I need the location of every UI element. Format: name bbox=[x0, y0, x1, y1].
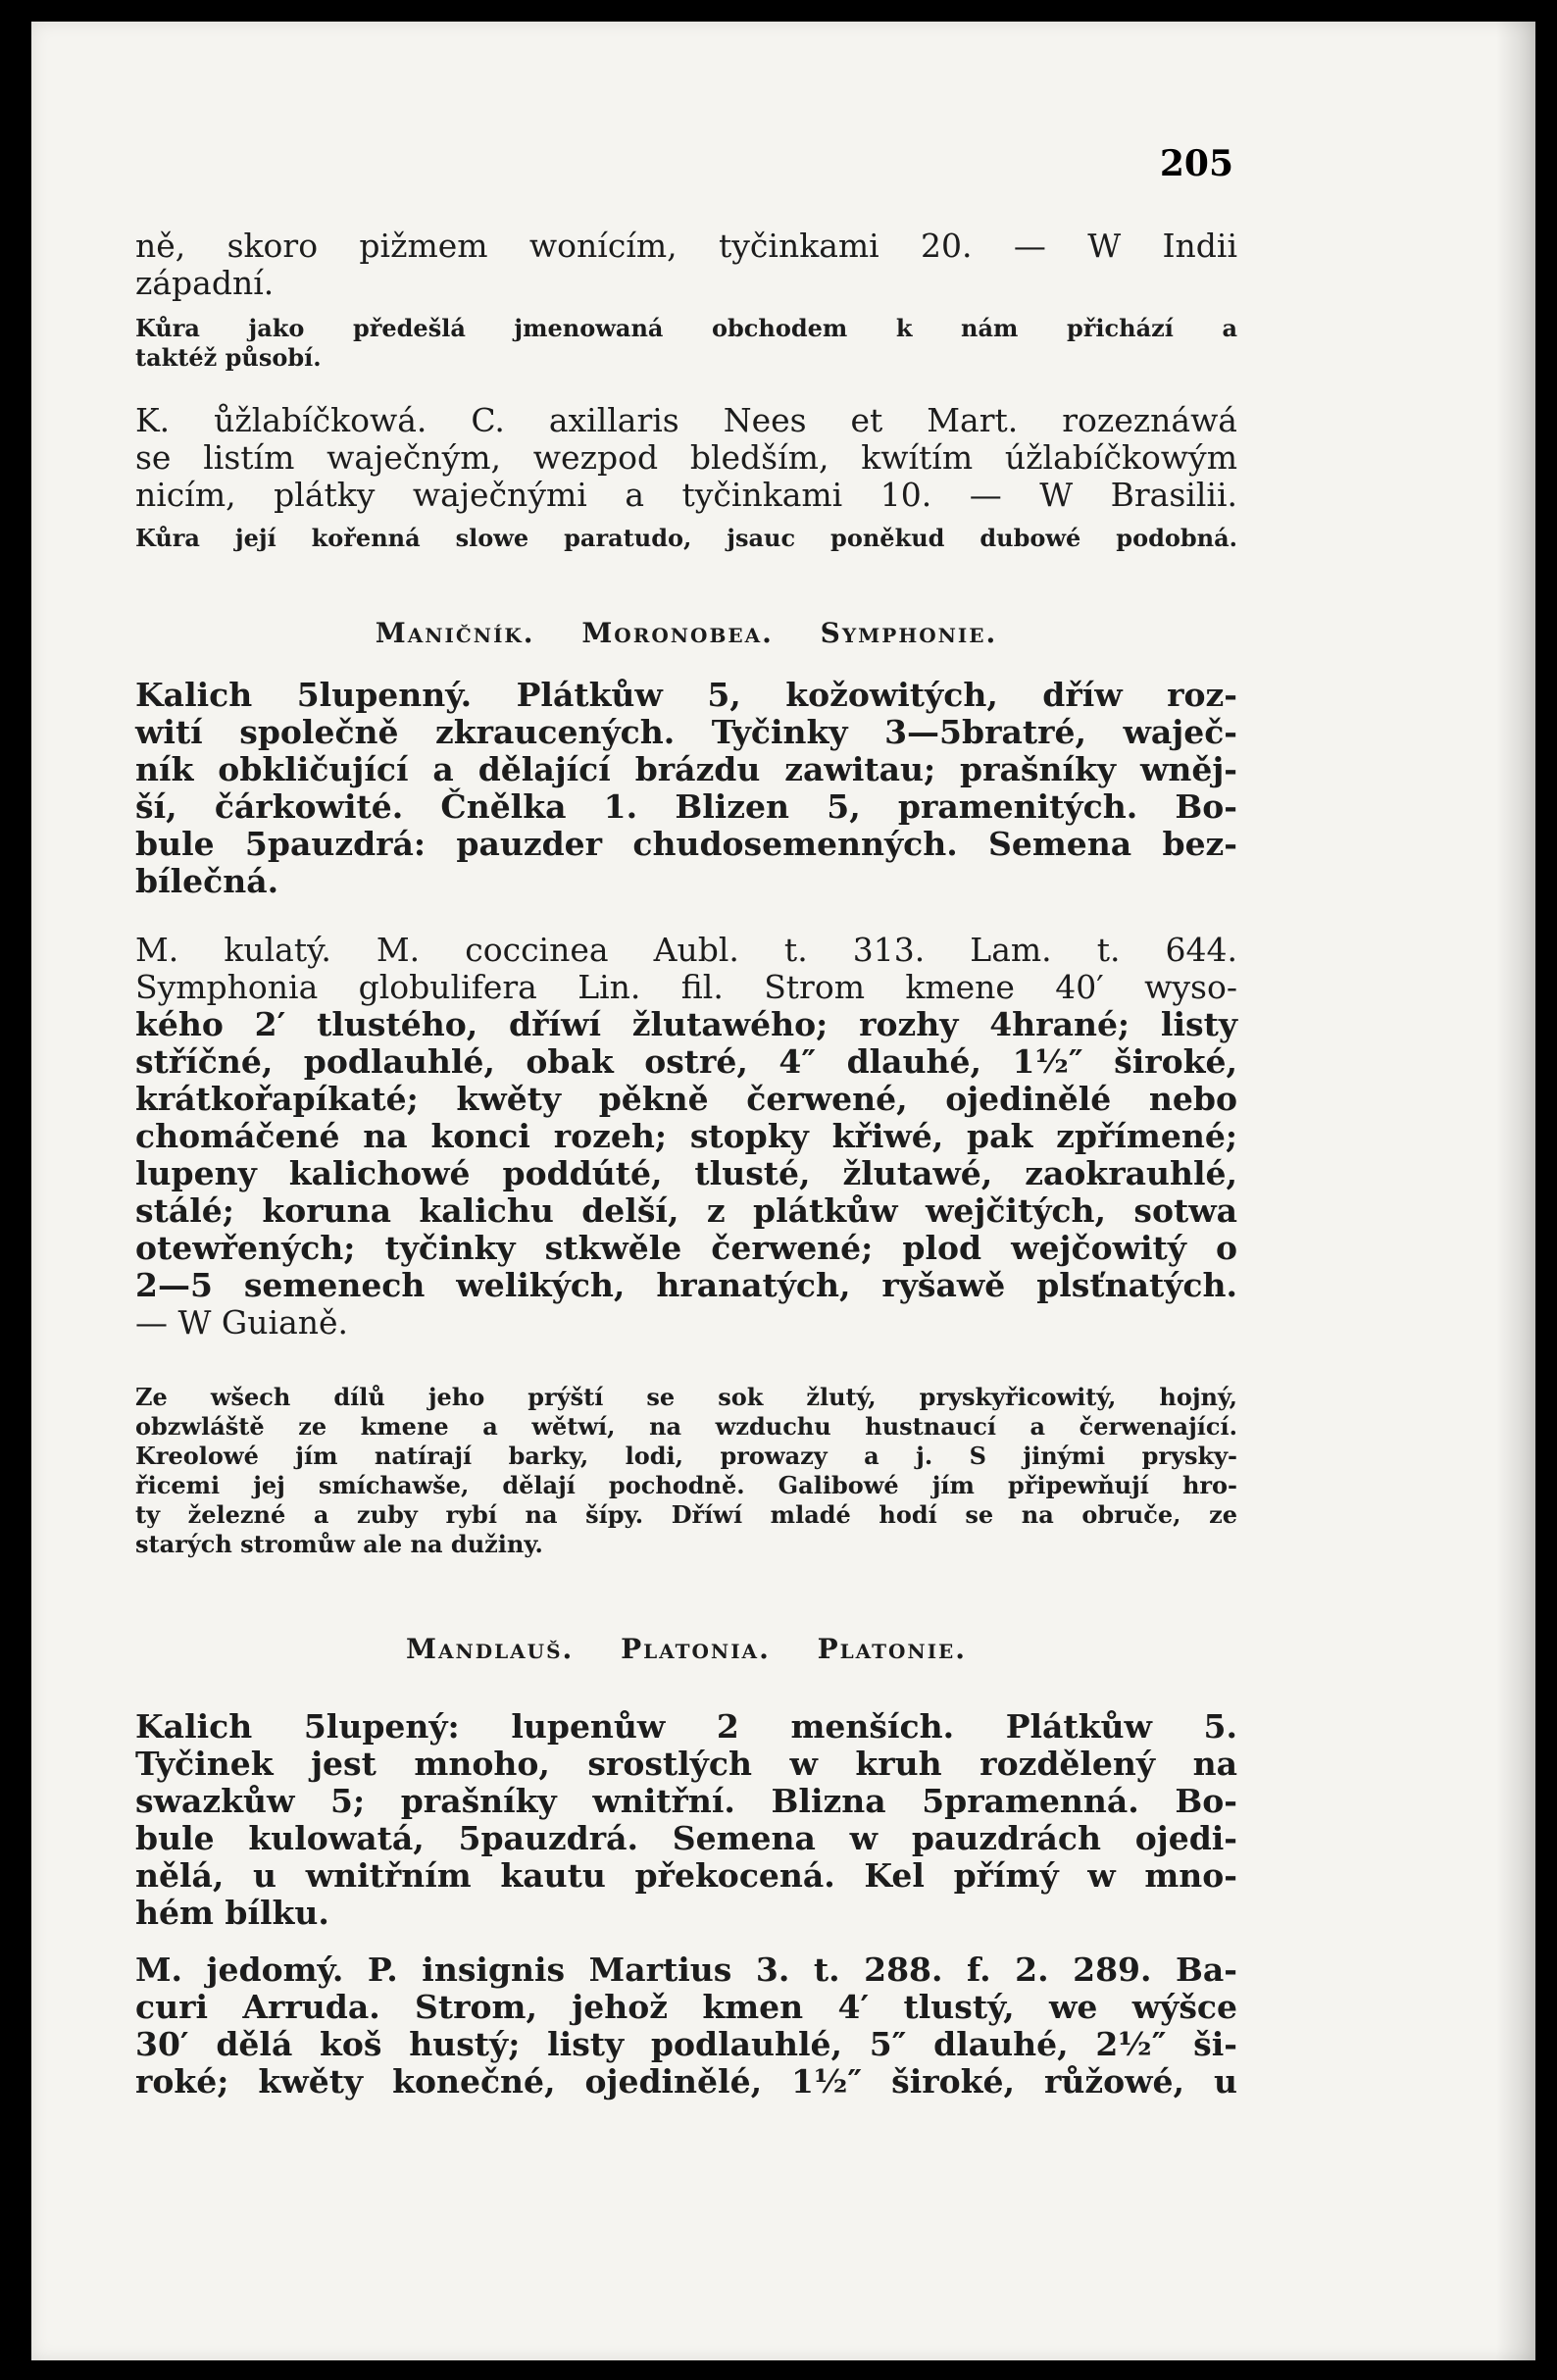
note-bark-trade bbox=[135, 314, 1237, 373]
text-line: Kalich 5lupenný. Plátkůw 5, kožowitých, dříw roz- bbox=[135, 676, 1237, 714]
note-line: taktéž působí. bbox=[135, 343, 322, 372]
text-line: hém bílku. bbox=[135, 1894, 329, 1932]
text-line: swazkůw 5; prašníky wnitřní. Blizna 5pramenná. Bo- bbox=[135, 1782, 1237, 1820]
genus-heading-platonia bbox=[135, 1630, 1237, 1669]
note-resin bbox=[135, 1383, 1237, 1559]
text-line: chomáčené na konci rozeh; stopky křiwé, pak zpřímené; bbox=[135, 1117, 1237, 1155]
text-line: ně, skoro pižmem wonícím, tyčinkami 20. — W Indii bbox=[135, 227, 1237, 265]
text-line: bule 5pauzdrá: pauzder chudosemenných. Semena bez- bbox=[135, 825, 1237, 863]
note-line: Kůra její kořenná slowe paratudo, jsauc poněkud dubowé podobná. bbox=[135, 524, 1237, 552]
text-line: M. kulatý. M. coccinea Aubl. t. 313. Lam. t. 644. bbox=[135, 931, 1237, 969]
text-line: Kalich 5lupený: lupenůw 2 menších. Plátkůw 5. bbox=[135, 1707, 1237, 1746]
text-line: 2—5 semenech welikých, hranatých, ryšawě plsťnatých. bbox=[135, 1266, 1237, 1304]
text-line: — W Guianě. bbox=[135, 1303, 349, 1342]
heading-latin-name: Platonia. bbox=[621, 1633, 771, 1665]
text-line: bule kulowatá, 5pauzdrá. Semena w pauzdrách ojedi- bbox=[135, 1819, 1237, 1857]
book-page bbox=[31, 22, 1535, 2360]
note-line: Kreolowé jím natírají barky, lodi, prowazy a j. S jinými prysky- bbox=[135, 1442, 1237, 1470]
text-line: nicím, plátky waječnými a tyčinkami 10. — W Brasilii. bbox=[135, 476, 1237, 514]
text-line: stálé; koruna kalichu delší, z plátkůw wejčitých, sotwa bbox=[135, 1191, 1237, 1230]
note-line: Kůra jako předešlá jmenowaná obchodem k nám přichází a bbox=[135, 314, 1237, 342]
text-line: krátkořapíkaté; kwěty pěkně čerwené, ojedinělé nebo bbox=[135, 1080, 1237, 1118]
paragraph-moronobea-coccinea bbox=[135, 932, 1237, 1342]
text-line: lupeny kalichowé poddúté, tlusté, žlutawé, zaokrauhlé, bbox=[135, 1154, 1237, 1192]
text-line: se listím waječným, wezpod bledším, kwítím úžlabíčkowým bbox=[135, 438, 1237, 477]
paragraph-axillaris bbox=[135, 402, 1237, 514]
text-line: ší, čárkowité. Čnělka 1. Blizen 5, pramenitých. Bo- bbox=[135, 787, 1237, 826]
text-line: wití společně zkraucených. Tyčinky 3—5bratré, waječ- bbox=[135, 713, 1237, 751]
paragraph-moronobea-description bbox=[135, 677, 1237, 900]
genus-heading-moronobea bbox=[135, 614, 1237, 653]
text-line: Symphonia globulifera Lin. fil. Strom kmene 40′ wyso- bbox=[135, 968, 1237, 1006]
page-number: 205 bbox=[1159, 143, 1233, 184]
heading-common-name: Platonie. bbox=[817, 1633, 968, 1665]
text-line: stříčné, podlauhlé, obak ostré, 4″ dlauhé, 1½″ široké, bbox=[135, 1042, 1237, 1081]
text-line: západní. bbox=[135, 264, 275, 302]
paragraph-cinnamodendron-end bbox=[135, 228, 1237, 302]
text-line: M. jedomý. P. insignis Martius 3. t. 288. f. 2. 289. Ba- bbox=[135, 1950, 1237, 1989]
note-paratudo bbox=[135, 524, 1237, 553]
text-line: ník obkličující a dělající brázdu zawitau; prašníky wněj- bbox=[135, 750, 1237, 788]
note-line: starých stromůw ale na dužiny. bbox=[135, 1530, 543, 1558]
note-line: ty železné a zuby rybí na šípy. Dříwí mladé hodí se na obruče, ze bbox=[135, 1500, 1237, 1529]
heading-czech-name: Mandlauš. bbox=[405, 1633, 575, 1665]
text-line: 30′ dělá koš hustý; listy podlauhlé, 5″ dlauhé, 2½″ ši- bbox=[135, 2025, 1237, 2063]
heading-common-name: Symphonie. bbox=[820, 617, 998, 649]
text-line: otewřených; tyčinky stkwěle čerwené; plod wejčowitý o bbox=[135, 1229, 1237, 1267]
text-line: nělá, u wnitřním kautu překocená. Kel přímý w mno- bbox=[135, 1856, 1237, 1895]
paragraph-platonia-description bbox=[135, 1708, 1237, 1932]
heading-czech-name: Maničník. bbox=[375, 617, 535, 649]
text-line: Tyčinek jest mnoho, srostlých w kruh rozdělený na bbox=[135, 1745, 1237, 1783]
note-line: Ze wšech dílů jeho prýští se sok žlutý, pryskyřicowitý, hojný, bbox=[135, 1383, 1237, 1411]
text-line: roké; kwěty konečné, ojedinělé, 1½″ široké, růžowé, u bbox=[135, 2062, 1237, 2101]
text-line: K. ůžlabíčkowá. C. axillaris Nees et Mart. rozeznáwá bbox=[135, 401, 1237, 439]
note-line: řicemi jej smíchawše, dělají pochodně. Galibowé jím připewňují hro- bbox=[135, 1471, 1237, 1499]
text-line: curi Arruda. Strom, jehož kmen 4′ tlustý, we wýšce bbox=[135, 1988, 1237, 2026]
paragraph-platonia-insignis bbox=[135, 1951, 1237, 2101]
text-line: bílečná. bbox=[135, 862, 279, 900]
heading-latin-name: Moronobea. bbox=[581, 617, 774, 649]
note-line: obzwláště ze kmene a wětwí, na wzduchu hustnaucí a čerwenající. bbox=[135, 1412, 1237, 1441]
page-edge-shadow bbox=[1496, 22, 1535, 2360]
text-line: kého 2′ tlustého, dříwí žlutawého; rozhy 4hrané; listy bbox=[135, 1005, 1237, 1043]
